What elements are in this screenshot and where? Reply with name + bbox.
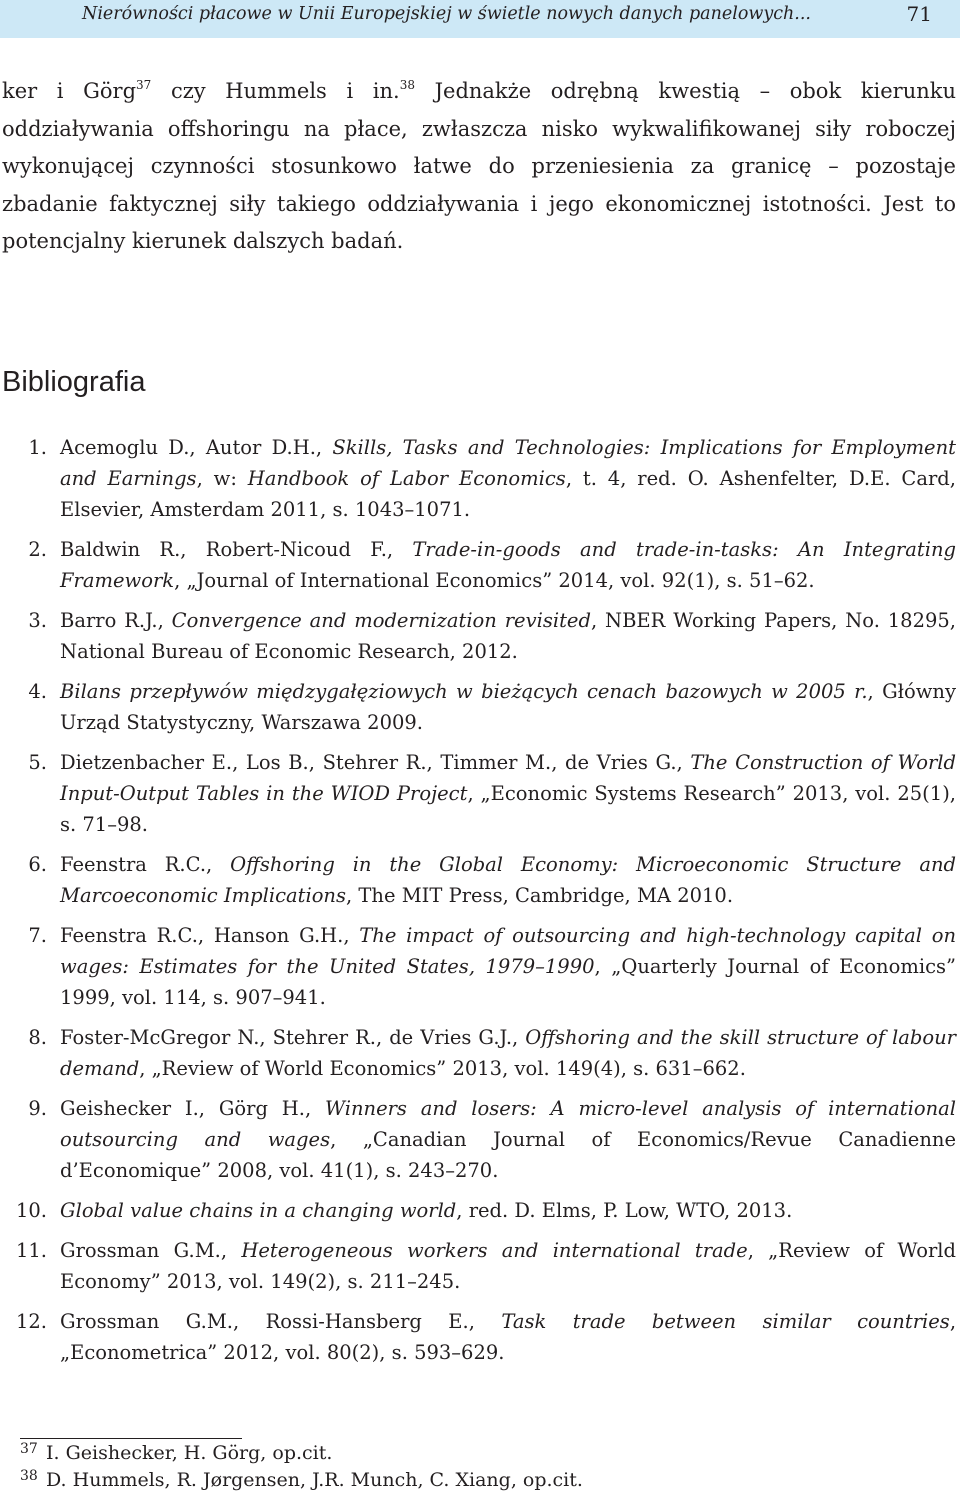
bib-authors: Baldwin R., Robert-Nicoud F.,	[60, 538, 413, 561]
running-header	[0, 0, 960, 38]
bib-details: , „Econometrica” 2012, vol. 80(2), s. 593–629.	[60, 1310, 957, 1364]
bib-entry	[0, 747, 956, 840]
bib-num: 3.	[28, 609, 47, 632]
bib-details: , t. 4, red. O. Ashenfelter, D.E. Card, Elsevier, Amsterdam 2011, s. 1043–1071.	[60, 467, 956, 521]
bib-entry	[0, 676, 956, 738]
bib-entry	[0, 1022, 956, 1084]
bib-entry	[0, 920, 956, 1013]
bib-num: 2.	[28, 538, 47, 561]
footnote-number: 37	[20, 1441, 38, 1457]
footnote	[20, 1467, 950, 1494]
bib-title: Task trade between similar countries	[501, 1310, 950, 1333]
bib-num: 5.	[28, 751, 47, 774]
bib-details: , „Quarterly Journal of Economics” 1999, vol. 114, s. 907–941.	[60, 955, 956, 1009]
bib-authors: Foster-McGregor N., Stehrer R., de Vries G.J.,	[60, 1026, 526, 1049]
bib-authors: Geishecker I., Görg H.,	[60, 1097, 326, 1120]
bib-entry	[0, 534, 956, 596]
page-number: 71	[906, 2, 932, 26]
footnote-divider	[20, 1438, 242, 1439]
footnote-text: I. Geishecker, H. Görg, op.cit.	[46, 1442, 333, 1464]
bib-title: The impact of outsourcing and high-technology capital on wages: Estimates for the United States, 1979–1990	[60, 924, 956, 978]
bib-title: Convergence and modernization revisited	[171, 609, 591, 632]
footnote-text: D. Hummels, R. Jørgensen, J.R. Munch, C. Xiang, op.cit.	[46, 1469, 583, 1491]
body-paragraph	[2, 73, 956, 261]
footnote-number: 38	[20, 1468, 38, 1484]
bib-entry	[0, 849, 956, 911]
body-text-part: Jednakże odrębną kwestią – obok kierunku oddziaływania offshoringu na płace, zwłaszcza nisko wykwalifikowanej siły roboczej wykonującej czynności stosunkowo łatwe do przeniesienia za granicę – pozostaje zbadanie faktycznej siły takiego oddziaływania i jego ekonomicznej istotności. Jest to potencjalny kierunek dalszych badań.	[2, 79, 957, 253]
footnotes	[20, 1440, 950, 1494]
bib-num: 12.	[15, 1310, 47, 1333]
bib-authors: Grossman G.M., Rossi-Hansberg E.,	[60, 1310, 502, 1333]
section-heading: Bibliografia	[2, 366, 146, 398]
bib-title: Global value chains in a changing world	[60, 1199, 457, 1222]
bib-details: , „Review of World Economy” 2013, vol. 149(2), s. 211–245.	[60, 1239, 957, 1293]
bib-entry	[0, 1093, 956, 1186]
bib-title: Trade-in-goods and trade-in-tasks: An Integrating Framework	[60, 538, 956, 592]
bib-authors: Acemoglu D., Autor D.H.,	[60, 436, 333, 459]
bib-details: , „Review of World Economics” 2013, vol. 149(4), s. 631–662.	[139, 1057, 746, 1080]
bib-details: , „Journal of International Economics” 2014, vol. 92(1), s. 51–62.	[174, 569, 815, 592]
bib-authors: Dietzenbacher E., Los B., Stehrer R., Timmer M., de Vries G.,	[60, 751, 691, 774]
bib-title: Heterogeneous workers and international trade	[241, 1239, 748, 1262]
bib-title: Skills, Tasks and Technologies: Implications for Employment and Earnings	[60, 436, 956, 490]
bib-book-title: Handbook of Labor Economics	[247, 467, 566, 490]
bib-entry	[0, 432, 956, 525]
bib-num: 8.	[28, 1026, 47, 1049]
bib-entry	[0, 605, 956, 667]
bib-entry	[0, 1235, 956, 1297]
bib-num: 1.	[28, 436, 47, 459]
bib-entry	[0, 1195, 956, 1226]
footnote	[20, 1440, 950, 1467]
bib-details: , w:	[196, 467, 248, 490]
bib-details: , red. D. Elms, P. Low, WTO, 2013.	[456, 1199, 793, 1222]
bib-details: , „Canadian Journal of Economics/Revue Canadienne d’Economique” 2008, vol. 41(1), s. 243–270.	[60, 1128, 956, 1182]
bib-num: 7.	[28, 924, 47, 947]
bib-title: Winners and losers: A micro-level analysis of international outsourcing and wages	[60, 1097, 956, 1151]
footnote-ref-38[interactable]: 38	[399, 78, 415, 92]
bib-authors: Feenstra R.C., Hanson G.H.,	[60, 924, 360, 947]
bib-details: , NBER Working Papers, No. 18295, National Bureau of Economic Research, 2012.	[60, 609, 956, 663]
body-text-part: czy Hummels i in.	[151, 79, 400, 103]
bib-num: 4.	[28, 680, 47, 703]
bib-title: Offshoring and the skill structure of labour demand	[60, 1026, 956, 1080]
bib-details: , The MIT Press, Cambridge, MA 2010.	[346, 884, 734, 907]
body-text-part: ker i Görg	[2, 79, 137, 103]
bib-title: Bilans przepływów międzygałęziowych w bieżących cenach bazowych w 2005 r.	[60, 680, 868, 703]
bib-authors: Grossman G.M.,	[60, 1239, 242, 1262]
bib-num: 6.	[28, 853, 47, 876]
bibliography-list	[0, 432, 956, 1377]
bib-title: The Construction of World Input-Output Tables in the WIOD Project	[60, 751, 956, 805]
bib-num: 11.	[15, 1239, 47, 1262]
bib-num: 9.	[28, 1097, 47, 1120]
bib-num: 10.	[15, 1199, 47, 1222]
bib-title: Offshoring in the Global Economy: Microeconomic Structure and Marcoeconomic Implications	[60, 853, 956, 907]
bib-entry	[0, 1306, 956, 1368]
bib-details: , „Economic Systems Research” 2013, vol. 25(1), s. 71–98.	[60, 782, 957, 836]
footnote-ref-37[interactable]: 37	[136, 78, 152, 92]
bib-details: , Główny Urząd Statystyczny, Warszawa 2009.	[60, 680, 956, 734]
running-title: Nierówności płacowe w Unii Europejskiej w świetle nowych danych panelowych...	[82, 4, 811, 24]
bib-authors: Barro R.J.,	[60, 609, 172, 632]
bib-authors: Feenstra R.C.,	[60, 853, 231, 876]
